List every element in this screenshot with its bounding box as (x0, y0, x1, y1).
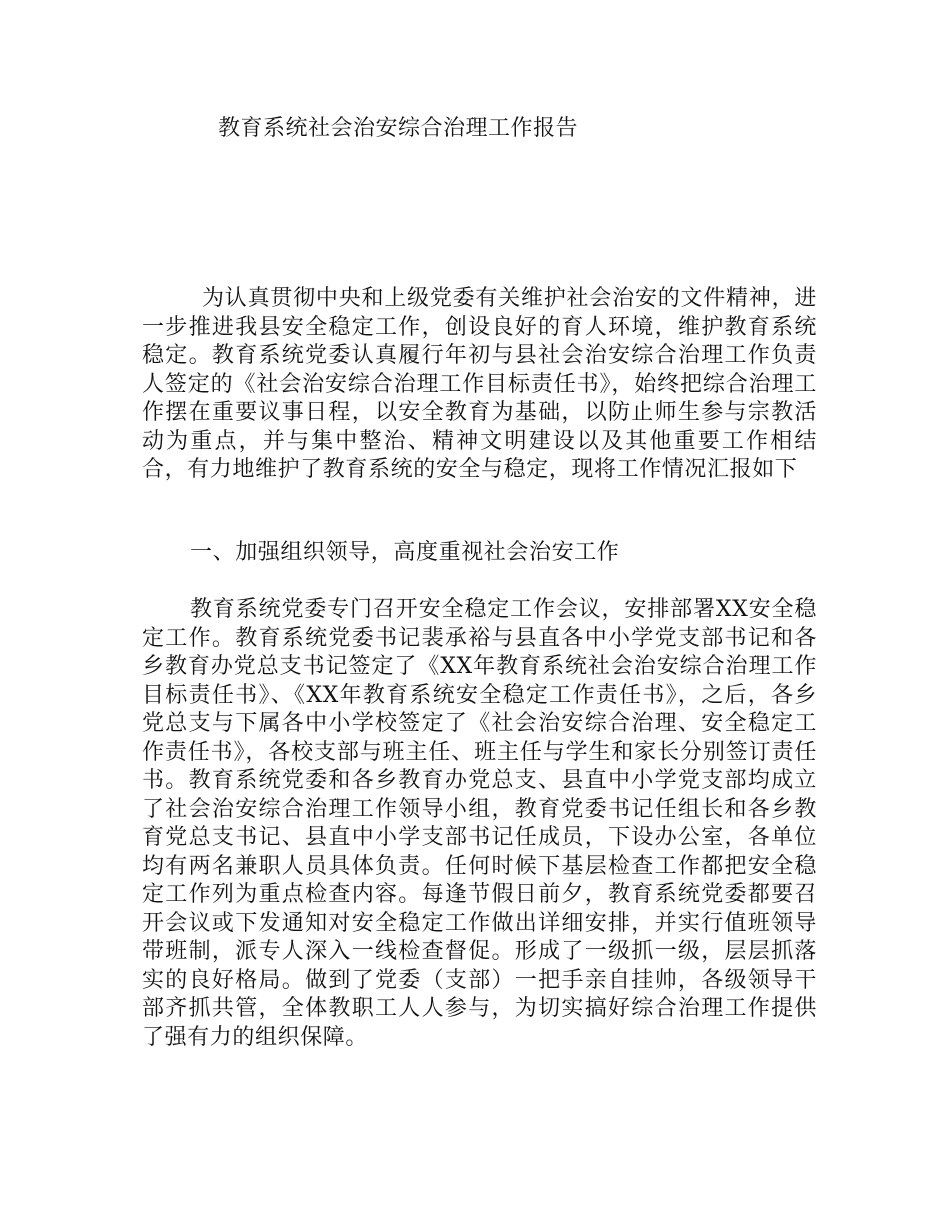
document-title: 教育系统社会治安综合治理工作报告 (218, 116, 579, 141)
intro-paragraph: 为认真贯彻中央和上级党委有关维护社会治安的文件精神，进一步推进我县安全稳定工作，创设良好的育人环境，维护教育系统稳定。教育系统党委认真履行年初与县社会治安综合治理工作负责人签定的《社会治安综合治理工作目标责任书》，始终把综合治理工作摆在重要议事日程，以安全教育为基础，以防止师生参与宗教活动为重点，并与集中整治、精神文明建设以及其他重要工作相结合，有力地维护了教育系统的安全与稳定，现将工作情况汇报如下 (142, 286, 817, 482)
section-1-paragraph: 教育系统党委专门召开安全稳定工作会议，安排部署XX安全稳定工作。教育系统党委书记裴承裕与县直各中小学党支部书记和各乡教育办党总支书记签定了《XX年教育系统社会治安综合治理工作目标责任书》、《XX年教育系统安全稳定工作责任书》，之后，各乡党总支与下属各中小学校签定了《社会治安综合治理、安全稳定工作责任书》，各校支部与班主任、班主任与学生和家长分别签订责任书。教育系统党委和各乡教育办党总支、县直中小学党支部均成立了社会治安综合治理工作领导小组，教育党委书记任组长和各乡教育党总支书记、县直中小学支部书记任成员，下设办公室，各单位均有两名兼职人员具体负责。任何时候下基层检查工作都把安全稳定工作列为重点检查内容。每逢节假日前夕，教育系统党委都要召开会议或下发通知对安全稳定工作做出详细安排，并实行值班领导带班制，派专人深入一线检查督促。形成了一级抓一级，层层抓落实的良好格局。做到了党委（支部）一把手亲自挂帅，各级领导干部齐抓共管，全体教职工人人参与，为切实搞好综合治理工作提供了强有力的组织保障。 (142, 597, 817, 1050)
section-heading-1: 一、加强组织领导，高度重视社会治安工作 (190, 540, 620, 565)
